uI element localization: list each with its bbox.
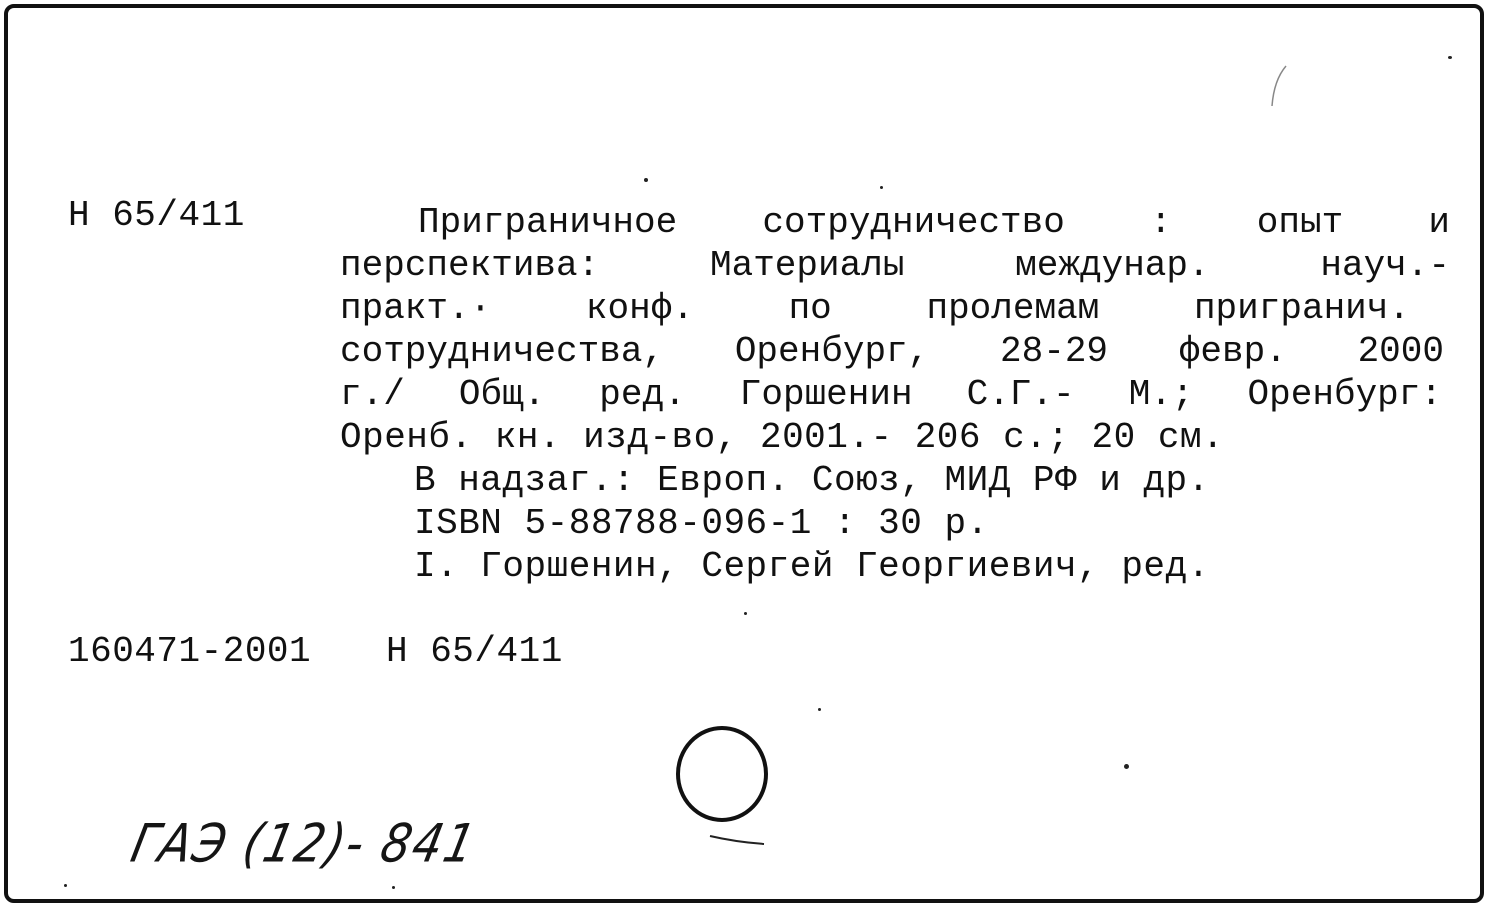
description-line-1: Приграничное сотрудничество : опыт и (418, 202, 1450, 243)
call-number: Н 65/411 (68, 195, 245, 236)
description-line-4: сотрудничества, Оренбург, 28-29 февр. 2000 (340, 331, 1444, 372)
dash-mark-icon (706, 830, 770, 850)
speck (392, 886, 395, 889)
note-line-3: I. Горшенин, Сергей Георгиевич, ред. (414, 546, 1210, 587)
note-line-2: ISBN 5-88788-096-1 : 30 р. (414, 503, 989, 544)
call-number-bottom: Н 65/411 (386, 631, 563, 672)
description-line-5: г./ Общ. ред. Горшенин С.Г.- М.; Оренбург: (340, 374, 1442, 415)
pencil-mark-icon (1264, 62, 1294, 112)
description-line-3: практ.· конф. по пролемам пригранич. (340, 288, 1410, 329)
note-line-1: В надзаг.: Европ. Союз, МИД РФ и др. (414, 460, 1210, 501)
speck (1124, 764, 1129, 769)
accession-number: 160471-2001 (68, 631, 312, 672)
speck (880, 186, 883, 189)
description-line-6: Оренб. кн. изд-во, 2001.- 206 с.; 20 см. (340, 417, 1225, 458)
speck (1448, 56, 1452, 59)
circle-mark-icon (670, 722, 780, 832)
catalog-card (4, 4, 1484, 903)
speck (818, 708, 821, 711)
speck (744, 612, 747, 615)
description-line-2: перспектива: Материалы междунар. науч.- (340, 245, 1450, 286)
speck (64, 884, 67, 887)
handwritten-note: ГАЭ (12)- 841 (126, 811, 483, 874)
speck (644, 178, 648, 182)
